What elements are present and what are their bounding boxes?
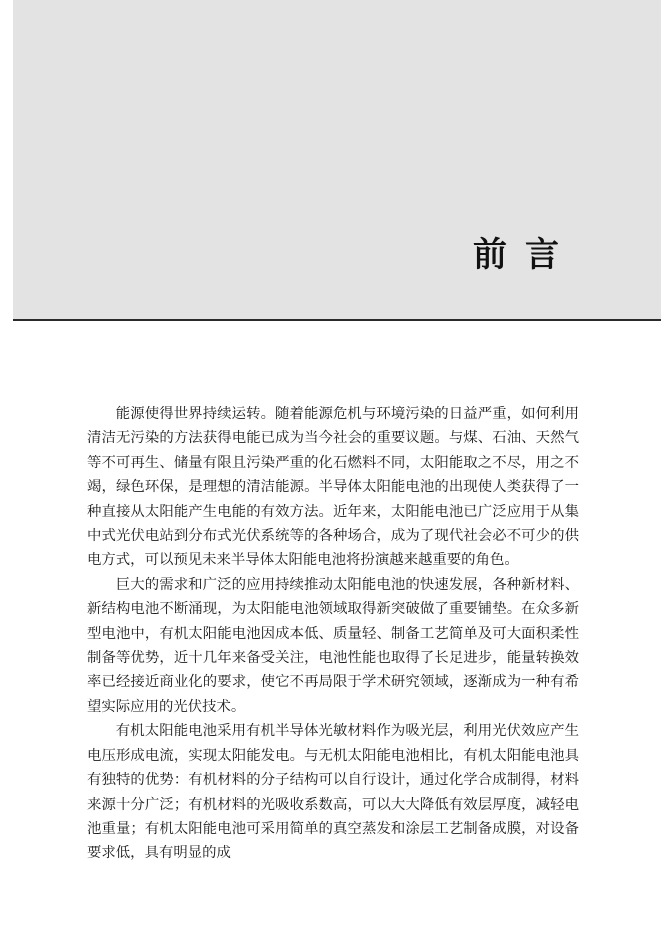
paragraph: 能源使得世界持续运转。随着能源危机与环境污染的日益严重，如何利用清洁无污染的方法获得电能已成为当今社会的重要议题。与煤、石油、天然气等不可再生、储量有限且污染严重的化石燃料不同，太阳能取之不尽，用之不竭，绿色环保，是理想的清洁能源。半导体太阳能电池的出现使人类获得了一种直接从太阳能产生电能的有效方法。近年来，太阳能电池已广泛应用于从集中式光伏电站到分布式光伏系统等的各种场合，成为了现代社会必不可少的供电方式，可以预见未来半导体太阳能电池将扮演越来越重要的角色。 <box>87 406 579 569</box>
preface-body <box>87 402 579 866</box>
paragraph: 有机太阳能电池采用有机半导体光敏材料作为吸光层，利用光伏效应产生电压形成电流，实现太阳能发电。与无机太阳能电池相比，有机太阳能电池具有独特的优势：有机材料的分子结构可以自行设计，通过化学合成制得，材料来源十分广泛；有机材料的光吸收系数高，可以大大降低有效层厚度，减轻电池重量；有机太阳能电池可采用简单的真空蒸发和涂层工艺制备成膜，对设备要求低，具有明显的成 <box>87 723 579 862</box>
header-divider-rule <box>13 319 661 321</box>
chapter-title: 前言 <box>473 235 577 275</box>
paragraph: 巨大的需求和广泛的应用持续推动太阳能电池的快速发展，各种新材料、新结构电池不断涌现，为太阳能电池领域取得新突破做了重要铺垫。在众多新型电池中，有机太阳能电池因成本低、质量轻、制备工艺简单及可大面积柔性制备等优势，近十几年来备受关注，电池性能也取得了长足进步，能量转换效率已经接近商业化的要求，使它不再局限于学术研究领域，逐渐成为一种有希望实际应用的光伏技术。 <box>87 576 579 715</box>
